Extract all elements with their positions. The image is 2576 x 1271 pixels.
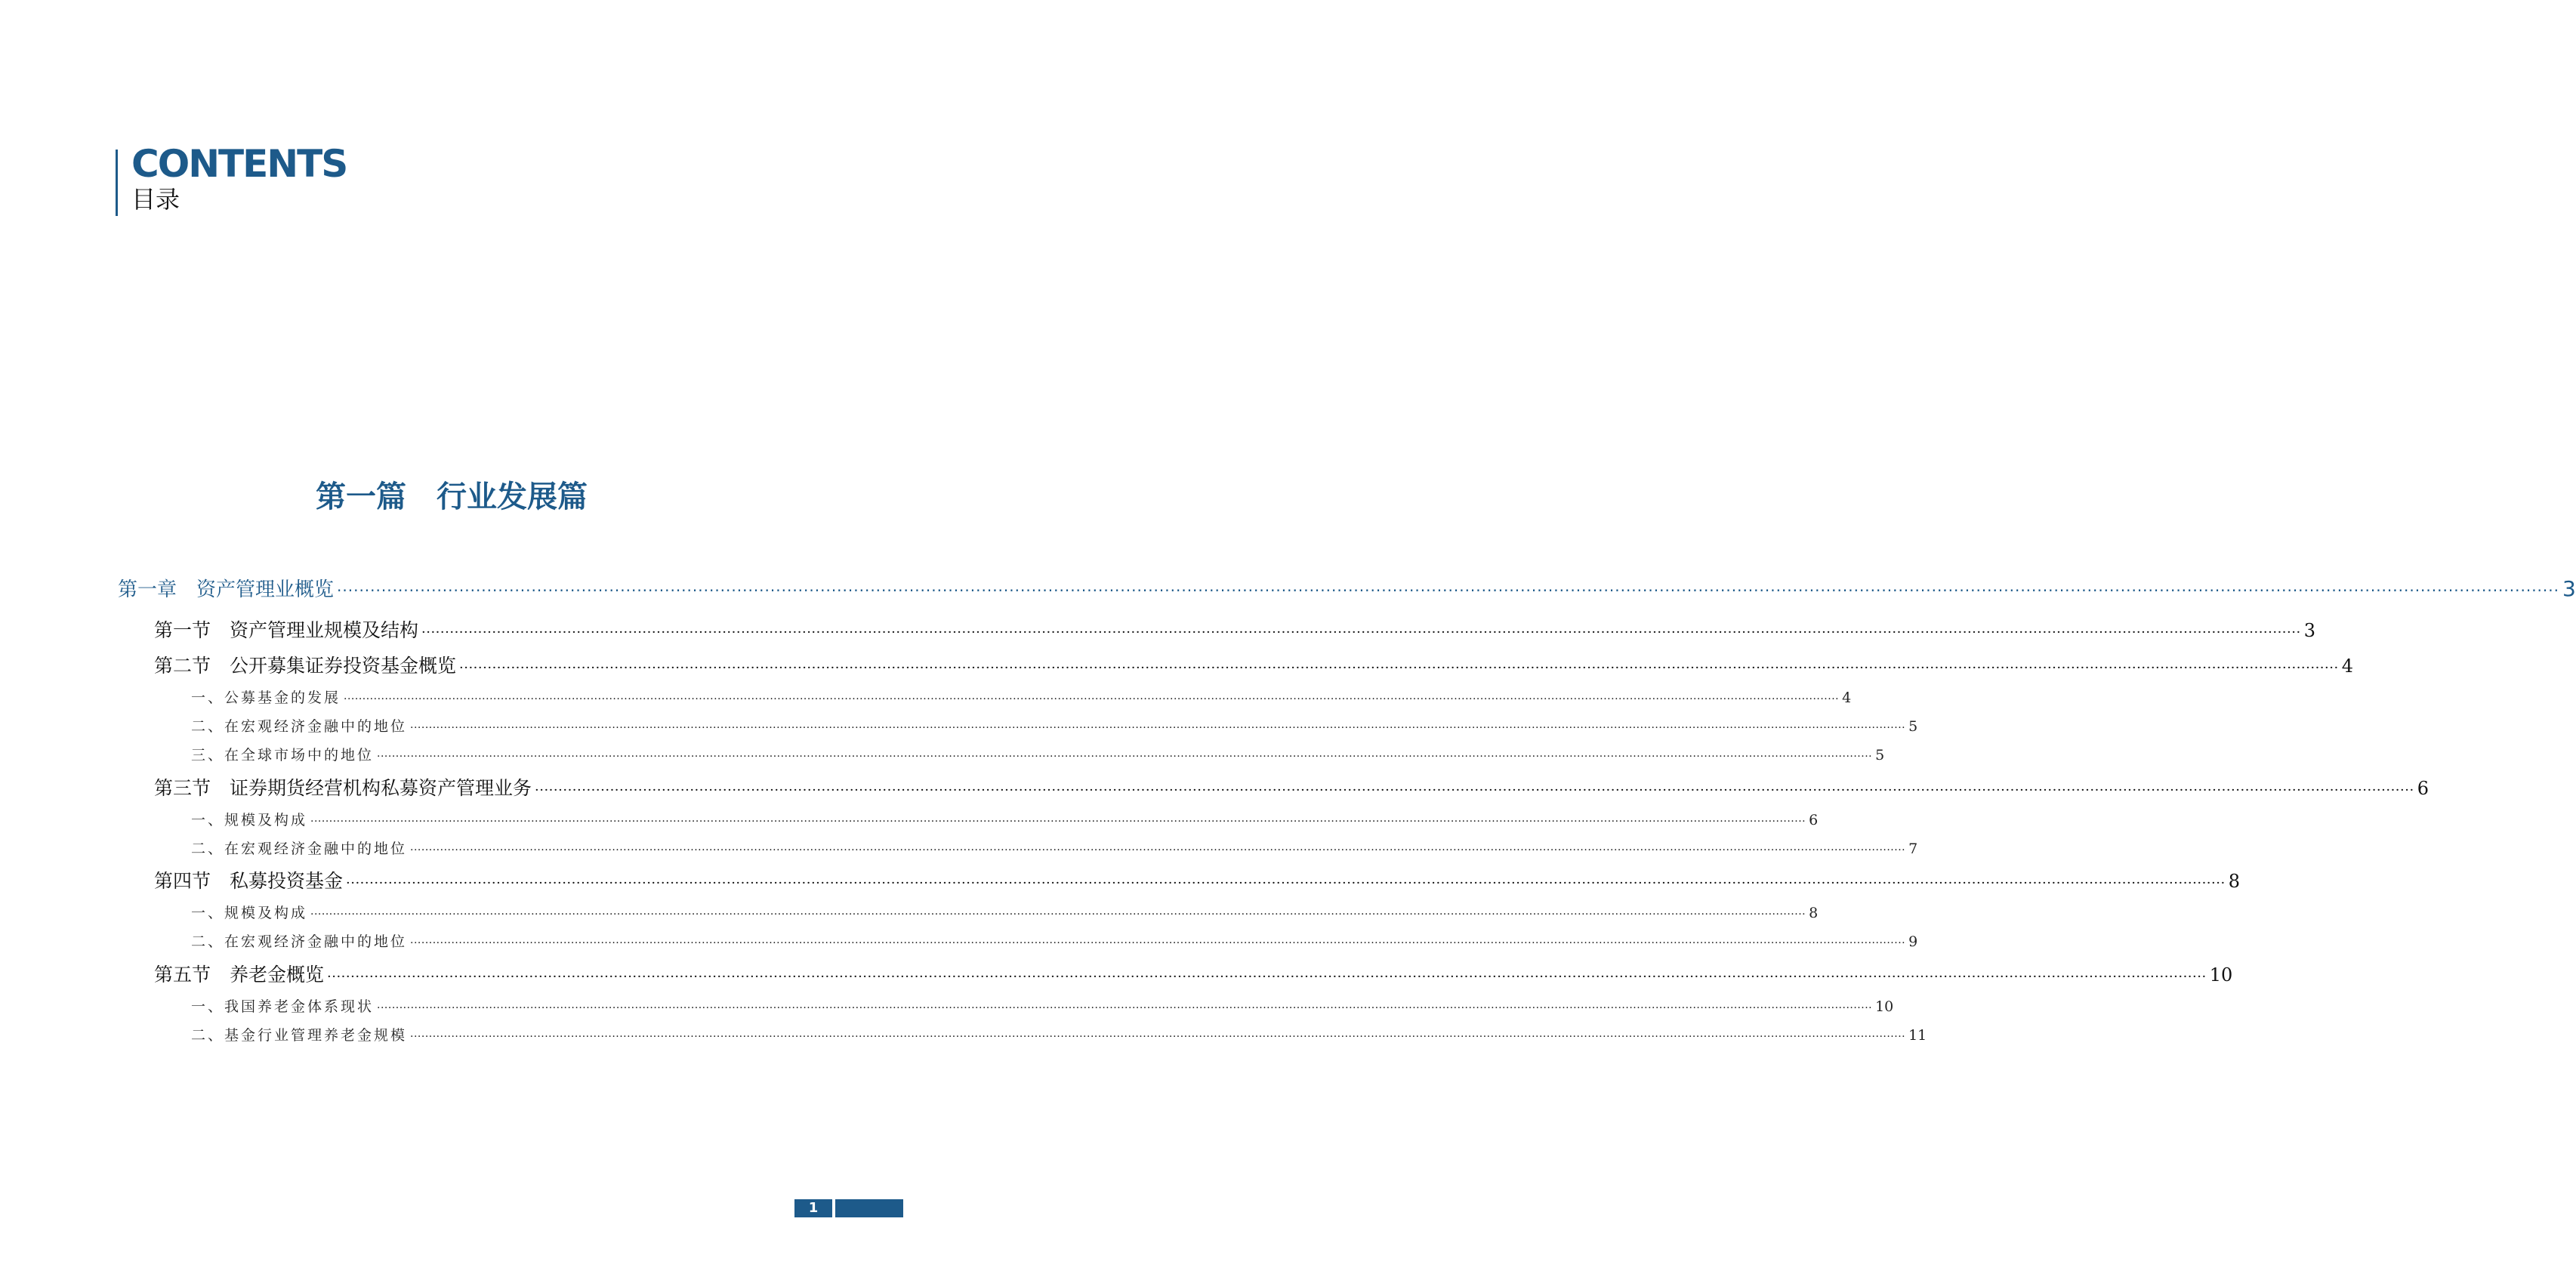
- toc-entry-label: 二、在宏观经济金融中的地位: [191, 933, 408, 950]
- toc-page-number: 4: [2341, 656, 2353, 677]
- dot-leader: ················································································································································································································································································································································································································: [410, 937, 1906, 949]
- footer-accent-bar: [835, 1199, 903, 1217]
- contents-header: [116, 142, 446, 216]
- toc-subsection-3-1[interactable]: [191, 812, 1819, 828]
- toc-page-number: 7: [1908, 841, 1918, 857]
- toc-subsection-2-2[interactable]: [191, 718, 1918, 735]
- dot-leader: ················································································································································································································································································································································································································: [410, 1031, 1906, 1043]
- toc-page-number: 11: [1908, 1027, 1927, 1044]
- toc-section-5[interactable]: [154, 964, 2233, 986]
- toc-entry-label: 二、基金行业管理养老金规模: [191, 1027, 408, 1044]
- dot-leader: ················································································································································································································································································································································································································: [327, 969, 2207, 985]
- toc-page-number: 5: [1908, 718, 1918, 735]
- toc-entry-label: 一、公募基金的发展: [191, 689, 341, 706]
- dot-leader: ················································································································································································································································································································································································································: [346, 875, 2226, 891]
- toc-page-number: 3: [2303, 620, 2315, 641]
- dot-leader: ················································································································································································································································································································································································································: [377, 751, 1873, 763]
- toc-entry-label: 第一节 资产管理业规模及结构: [154, 619, 419, 641]
- toc-entry-label: 三、在全球市场中的地位: [191, 747, 375, 764]
- dot-leader: ················································································································································································································································································································································································································: [310, 909, 1806, 921]
- toc-page-number: 8: [1809, 905, 1819, 921]
- toc-entry-label: 二、在宏观经济金融中的地位: [191, 841, 408, 857]
- toc-page-number: 3: [2562, 576, 2576, 601]
- toc-subsection-2-3[interactable]: [191, 747, 1885, 764]
- dot-leader: ················································································································································································································································································································································································································: [337, 582, 2559, 600]
- toc-page-number: 8: [2228, 871, 2240, 892]
- toc-page-number: 6: [1809, 812, 1819, 828]
- dot-leader: ················································································································································································································································································································································································································: [410, 844, 1906, 856]
- toc-subsection-3-2[interactable]: [191, 841, 1918, 857]
- toc-page-number: 10: [1875, 998, 1894, 1015]
- toc-section-2[interactable]: [154, 655, 2353, 677]
- toc-entry-label: 一、我国养老金体系现状: [191, 998, 375, 1015]
- page-number-badge: 1: [794, 1199, 832, 1217]
- toc-subsection-4-2[interactable]: [191, 933, 1918, 950]
- part-title: 第一篇 行业发展篇: [316, 480, 588, 514]
- toc-entry-label: 第一章 资产管理业概览: [118, 578, 335, 601]
- toc-section-3[interactable]: [154, 777, 2429, 799]
- dot-leader: ················································································································································································································································································································································································································: [410, 722, 1906, 734]
- toc-page-number: 6: [2417, 778, 2429, 799]
- dot-leader: ················································································································································································································································································································································································································: [535, 782, 2414, 798]
- toc-page-number: 10: [2209, 964, 2233, 986]
- dot-leader: ················································································································································································································································································································································································································: [459, 660, 2339, 676]
- toc-page-number: 5: [1875, 747, 1885, 764]
- toc-entry-label: 一、规模及构成: [191, 905, 308, 921]
- toc-subsection-5-1[interactable]: [191, 998, 1894, 1015]
- toc-entry-label: 第二节 公开募集证券投资基金概览: [154, 655, 457, 677]
- toc-page-number: 4: [1842, 689, 1852, 706]
- toc-entry-label: 第三节 证券期货经营机构私募资产管理业务: [154, 777, 532, 799]
- dot-leader: ················································································································································································································································································································································································································: [344, 693, 1840, 705]
- toc-subsection-5-2[interactable]: [191, 1027, 1927, 1044]
- toc-subsection-2-1[interactable]: [191, 689, 1852, 706]
- toc-section-1[interactable]: [154, 619, 2315, 641]
- contents-subtitle: 目录: [131, 185, 180, 214]
- contents-title: CONTENTS: [131, 142, 347, 186]
- toc-entry-label: 一、规模及构成: [191, 812, 308, 828]
- toc-subsection-4-1[interactable]: [191, 905, 1819, 921]
- toc-chapter-1[interactable]: [118, 576, 2576, 601]
- toc-page-number: 9: [1908, 933, 1918, 950]
- toc-section-4[interactable]: [154, 870, 2240, 892]
- toc-entry-label: 第四节 私募投资基金: [154, 870, 344, 892]
- dot-leader: ················································································································································································································································································································································································································: [310, 816, 1806, 828]
- dot-leader: ················································································································································································································································································································································································································: [421, 625, 2301, 640]
- toc-entry-label: 第五节 养老金概览: [154, 964, 325, 986]
- dot-leader: ················································································································································································································································································································································································································: [377, 1002, 1873, 1014]
- toc-entry-label: 二、在宏观经济金融中的地位: [191, 718, 408, 735]
